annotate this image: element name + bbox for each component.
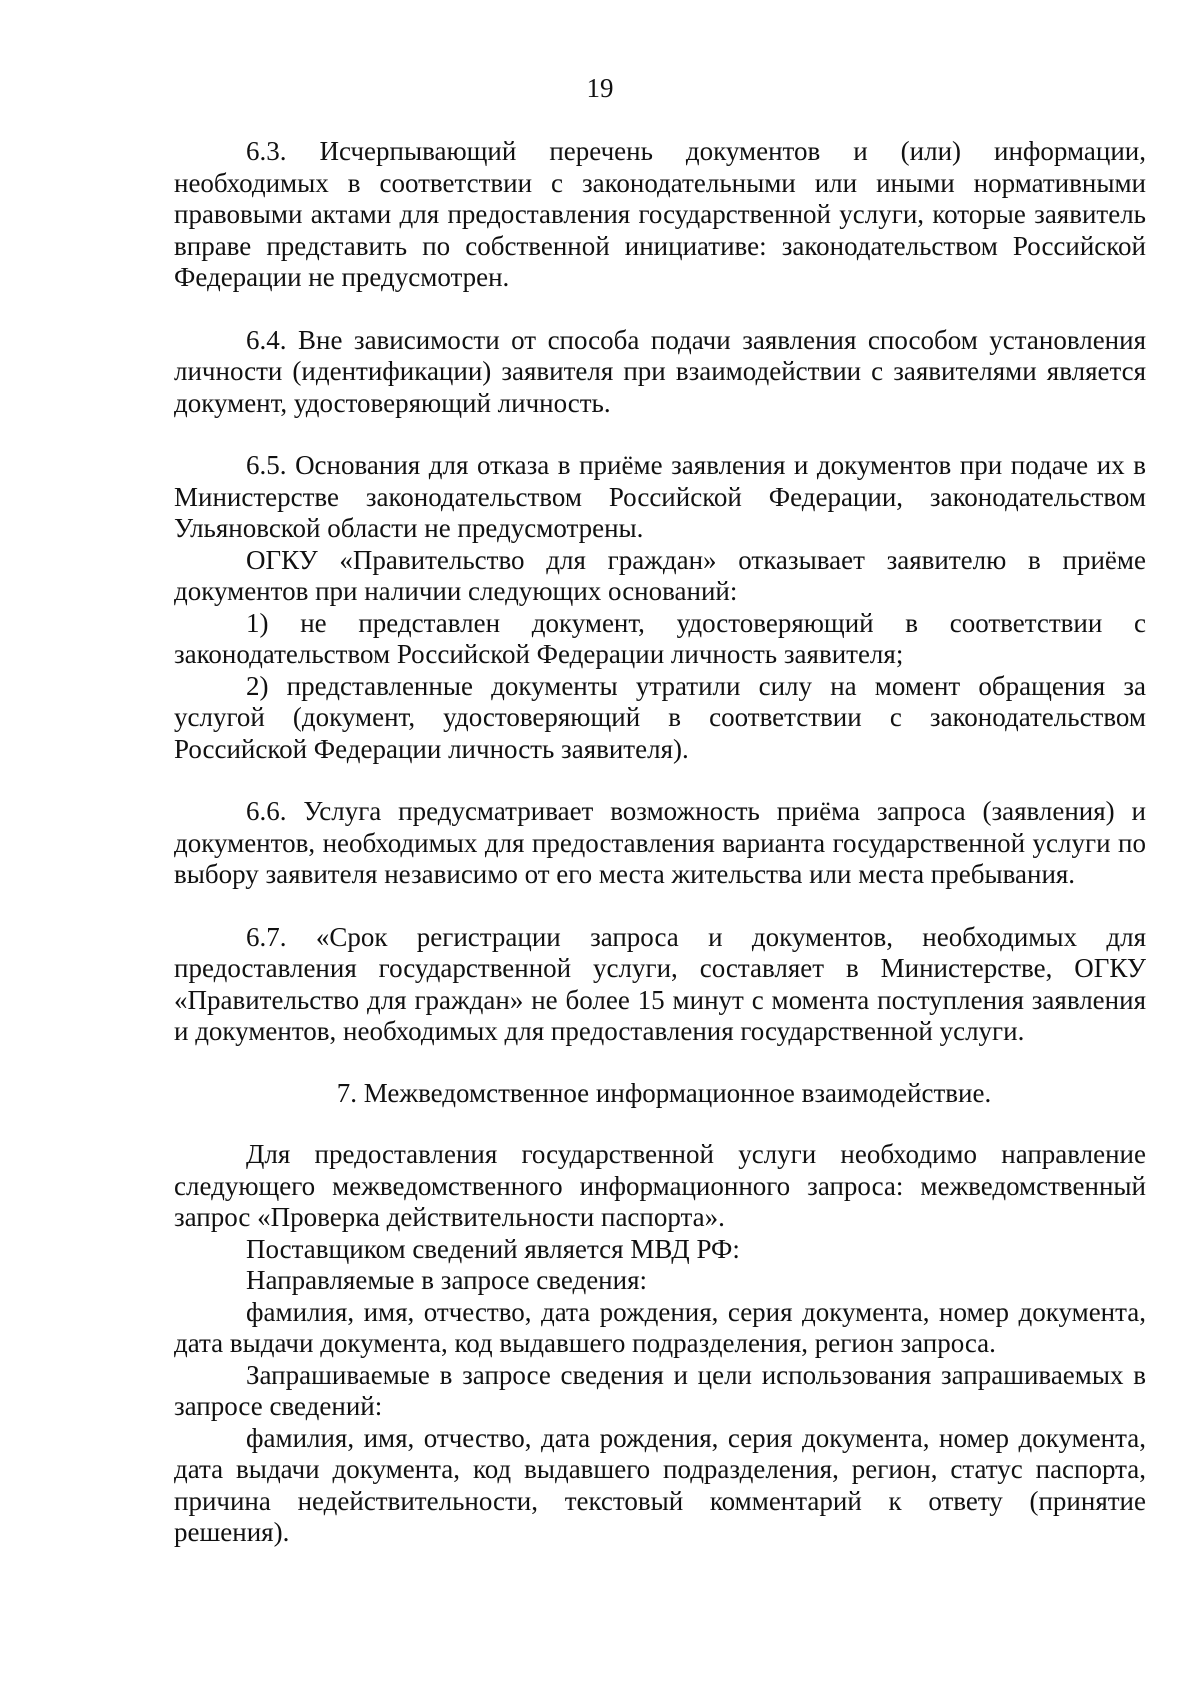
paragraph-6-5-ogku: ОГКУ «Правительство для граждан» отказывает заявителю в приёме документов при наличии следующих оснований:	[174, 544, 1146, 606]
section-7-sent-label: Направляемые в запросе сведения:	[246, 1265, 647, 1295]
paragraph-6-6: 6.6. Услуга предусматривает возможность приёма запроса (заявления) и документов, необходимых для предоставления варианта государственной услуги по выбору заявителя независимо от его места жительства или места пребывания.	[174, 796, 1146, 889]
paragraph-6-7: 6.7. «Срок регистрации запроса и документов, необходимых для предоставления государственной услуги, составляет в Министерстве, ОГКУ «Правительство для граждан» не более 15 минут с момента поступления заявления и документов, необходимых для предоставления государственной услуги.	[174, 921, 1146, 1046]
section-7-sent-fields: фамилия, имя, отчество, дата рождения, серия документа, номер документа, дата выдачи документа, код выдавшего подразделения, регион запроса.	[174, 1296, 1146, 1358]
paragraph-6-5-item-1: 1) не представлен документ, удостоверяющий в соответствии с законодательством Российской Федерации личность заявителя;	[174, 607, 1146, 669]
paragraph-6-3: 6.3. Исчерпывающий перечень документов и (или) информации, необходимых в соответствии с законодательными или иными нормативными правовыми актами для предоставления государственной услуги, которые заявитель вправе представить по собственной инициативе: законодательством Российской Федерации не предусмотрен.	[174, 136, 1146, 292]
section-7-provider: Поставщиком сведений является МВД РФ:	[246, 1233, 740, 1264]
section-7-heading: 7. Межведомственное информационное взаимодействие.	[336, 1077, 992, 1108]
section-7-requested-label: Запрашиваемые в запросе сведения и цели использования запрашиваемых в запросе сведений:	[174, 1359, 1146, 1421]
paragraph-6-4: 6.4. Вне зависимости от способа подачи заявления способом установления личности (идентификации) заявителя при взаимодействии с заявителями является документ, удостоверяющий личность.	[174, 324, 1146, 418]
paragraph-6-5-item-2: 2) представленные документы утратили силу на момент обращения за услугой (документ, удостоверяющий в соответствии с законодательством Российской Федерации личность заявителя).	[174, 670, 1146, 764]
section-7-requested-fields: фамилия, имя, отчество, дата рождения, серия документа, номер документа, дата выдачи документа, код выдавшего подразделения, регион, статус паспорта, причина недействительности, текстовый комментарий к ответу (принятие решения).	[174, 1422, 1146, 1547]
document-body	[174, 136, 1146, 1549]
section-7-intro: Для предоставления государственной услуги необходимо направление следующего межведомственного информационного запроса: межведомственный запрос «Проверка действительности паспорта».	[174, 1139, 1146, 1232]
page-number: 19	[586, 73, 614, 103]
paragraph-6-5: 6.5. Основания для отказа в приёме заявления и документов при подаче их в Министерстве законодательством Российской Федерации, законодательством Ульяновской области не предусмотрены.	[174, 450, 1146, 543]
